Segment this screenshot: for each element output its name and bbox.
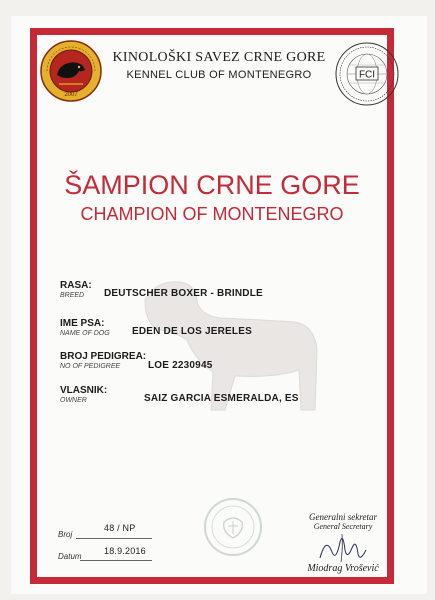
owner-label: VLASNIK: bbox=[60, 385, 108, 396]
date-value: 18.9.2016 bbox=[104, 546, 146, 556]
number-line bbox=[76, 538, 152, 539]
date-label: Datum bbox=[58, 552, 82, 561]
number-label: Broj bbox=[58, 530, 73, 539]
pedigree-sublabel: NO OF PEDIGREE bbox=[60, 363, 121, 370]
signer-name: Miodrag Vrošević bbox=[307, 563, 379, 574]
dog-name-value: EDEN DE LOS JERELES bbox=[132, 326, 252, 337]
pedigree-label: BROJ PEDIGREA: bbox=[60, 351, 147, 362]
dog-name-sublabel: NAME OF DOG bbox=[60, 330, 110, 337]
kennel-club-logo bbox=[39, 39, 103, 103]
number-value: 48 / NP bbox=[104, 523, 136, 533]
fci-logo bbox=[333, 40, 401, 108]
handwritten-signature bbox=[312, 528, 372, 566]
owner-sublabel: OWNER bbox=[60, 397, 87, 404]
certificate-subtitle: CHAMPION OF MONTENEGRO bbox=[80, 204, 344, 224]
dog-name-label: IME PSA: bbox=[60, 318, 105, 329]
org-name-english: KENNEL CLUB OF MONTENEGRO bbox=[126, 69, 312, 81]
breed-label: RASA: bbox=[60, 280, 92, 291]
date-line bbox=[80, 560, 152, 561]
signatory-title-english: General Secretary bbox=[313, 522, 373, 531]
breed-sublabel: BREED bbox=[60, 292, 85, 299]
fci-logo-text: FCI bbox=[358, 69, 376, 81]
embossed-seal bbox=[202, 496, 264, 558]
logo-year: 2007 bbox=[64, 92, 78, 98]
breed-value: DEUTSCHER BOXER - BRINDLE bbox=[104, 288, 263, 299]
signatory-title: Generalni sekretar bbox=[309, 512, 377, 522]
org-name: KINOLOŠKI SAVEZ CRNE GORE bbox=[112, 50, 326, 65]
certificate-title: ŠAMPION CRNE GORE bbox=[64, 170, 360, 200]
owner-value: SAIZ GARCIA ESMERALDA, ES bbox=[144, 393, 299, 404]
pedigree-value: LOE 2230945 bbox=[148, 360, 213, 371]
